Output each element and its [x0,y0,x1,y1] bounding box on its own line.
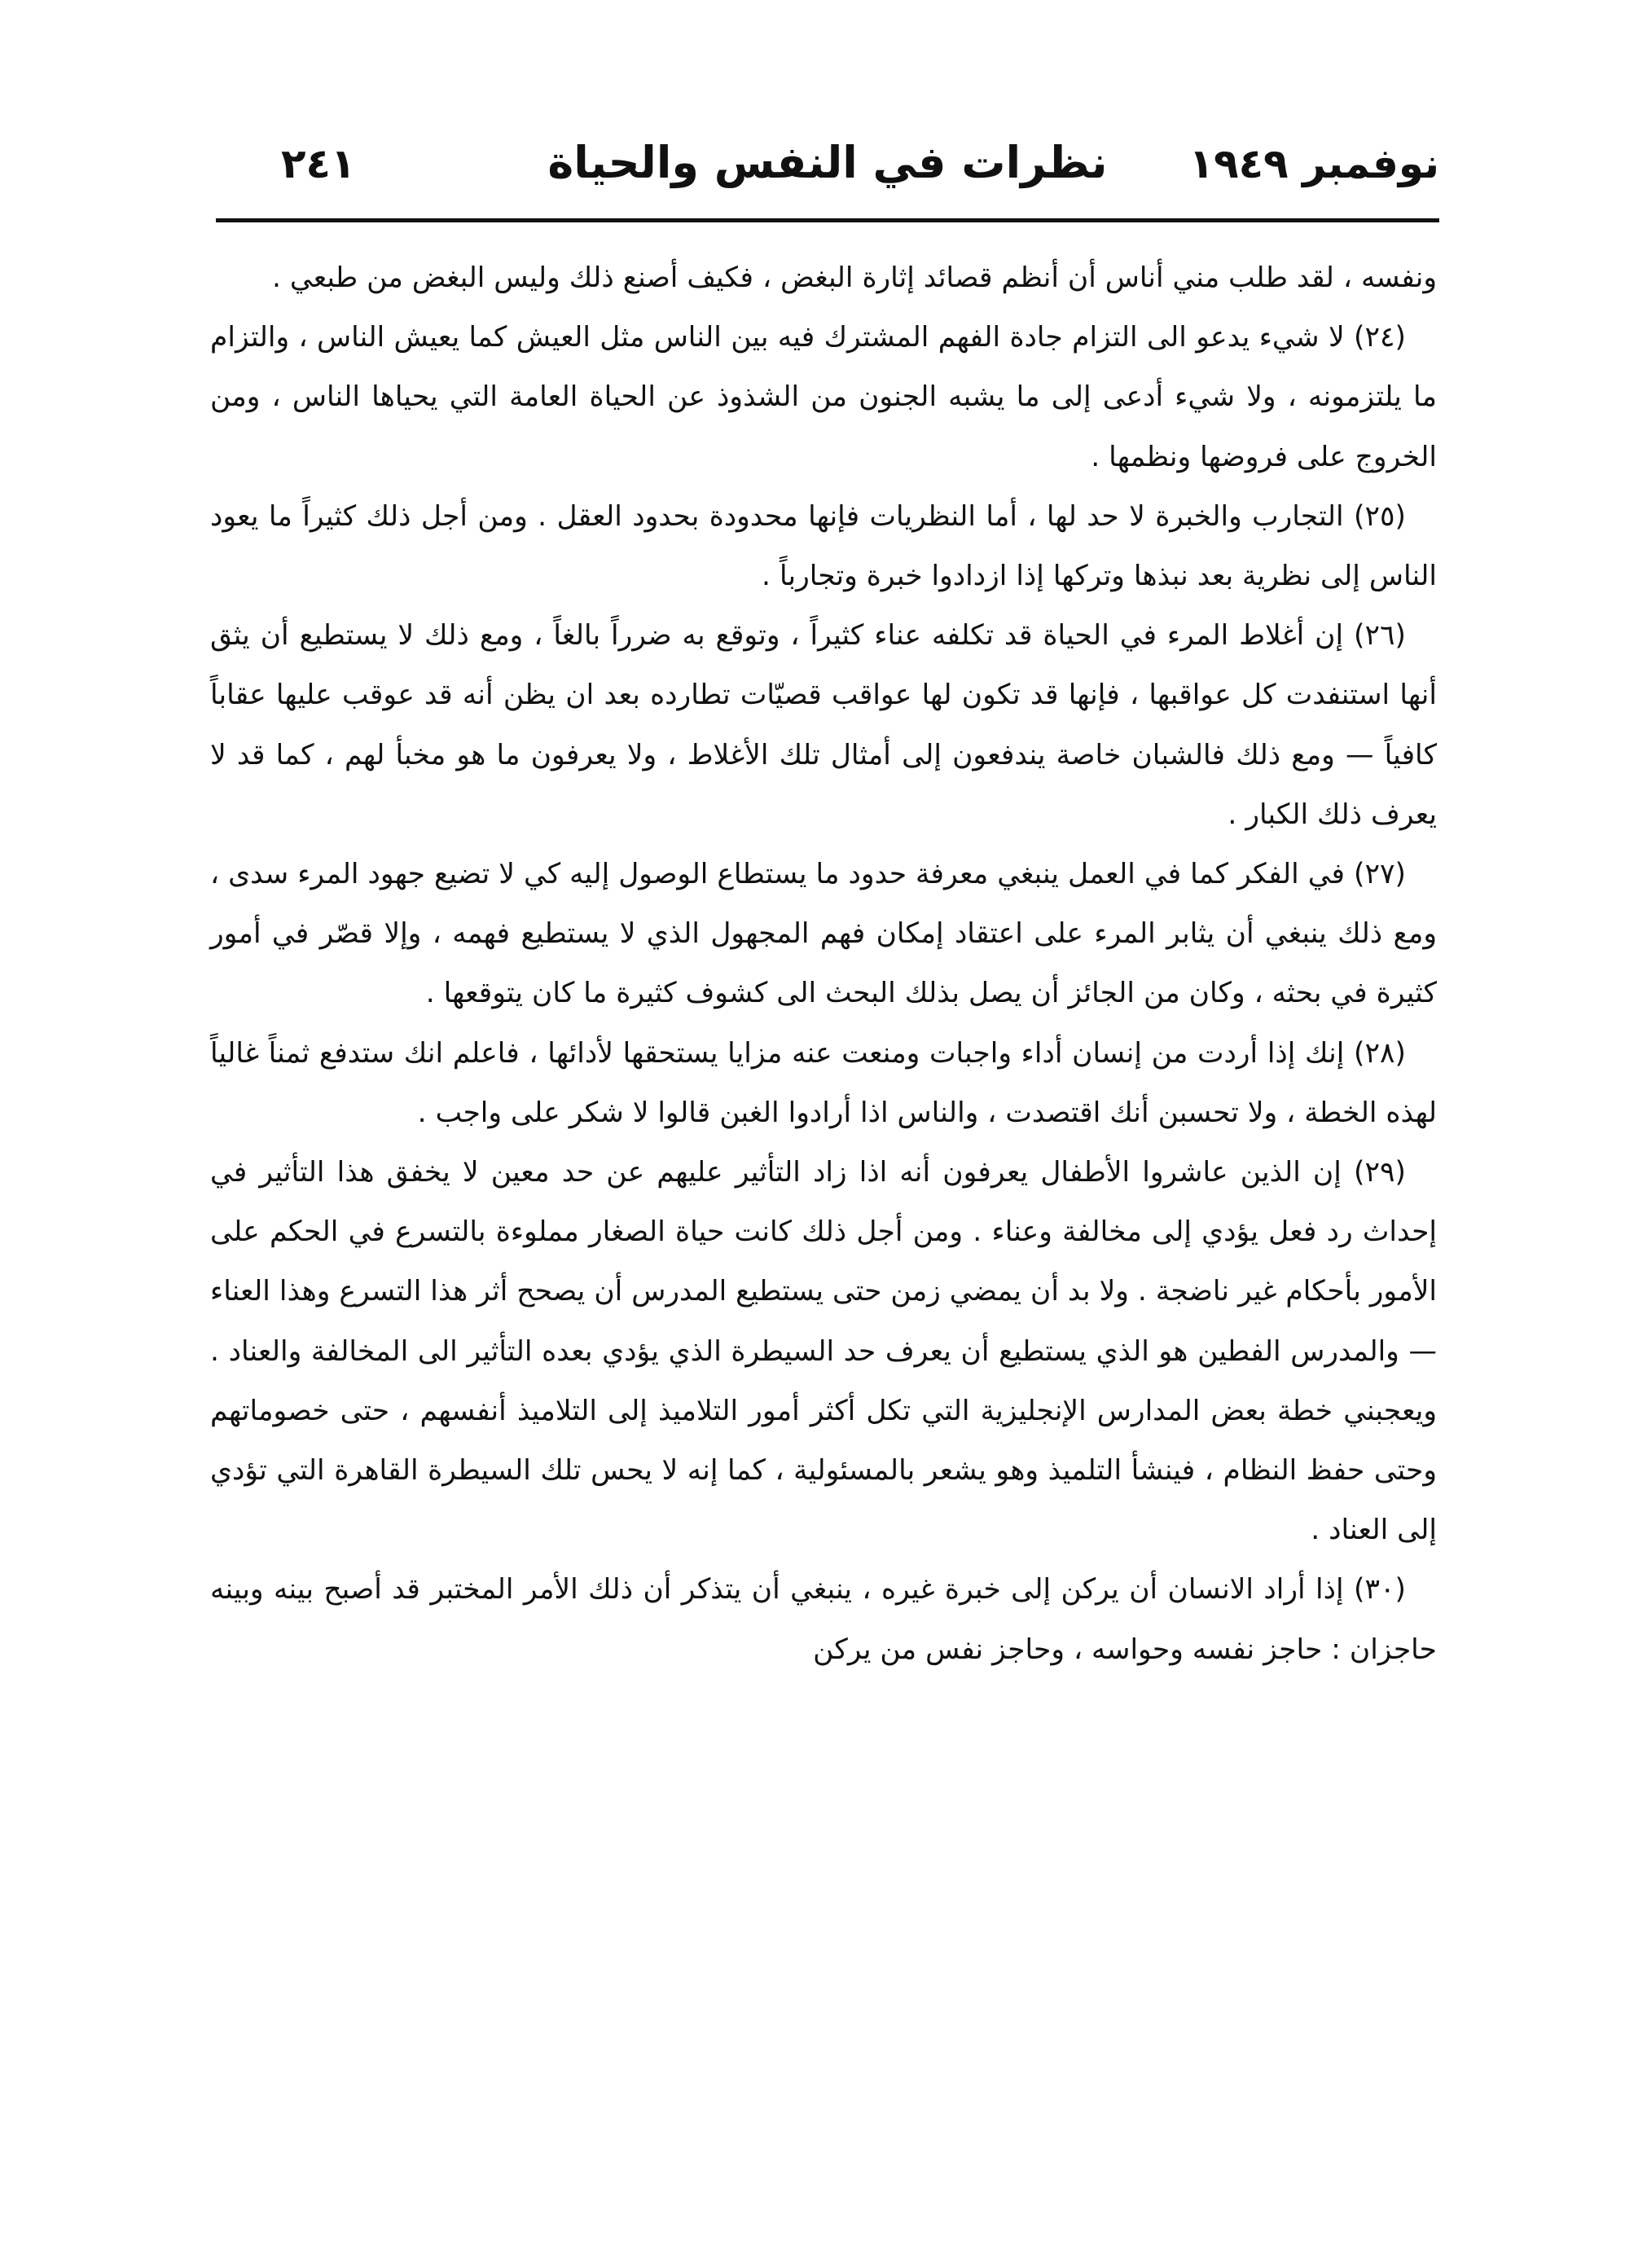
paragraph-26: (٢٦) إن أغلاط المرء في الحياة قد تكلفه عناء كثيراً ، وتوقع به ضرراً بالغاً ، ومع ذلك لا يستطيع أن يثق أنها استنفدت كل عواقبها ، فإنها قد تكون لها عواقب قصيّات تطارده بعد ان يظن أنه قد عوقب عليها عقاباً كافياً — ومع ذلك فالشبان خاصة يندفعون إلى أمثال تلك الأغلاط ، ولا يعرفون ما هو مخبأ لهم ، كما قد لا يعرف ذلك الكبار . [210,619,1437,831]
paragraph-30: (٣٠) إذا أراد الانسان أن يركن إلى خبرة غيره ، ينبغي أن يتذكر أن ذلك الأمر المختبر قد أصبح بينه وبينه حاجزان : حاجز نفسه وحواسه ، وحاجز نفس من يركن [210,1573,1437,1666]
paragraph-24: (٢٤) لا شيء يدعو الى التزام جادة الفهم المشترك فيه بين الناس مثل العيش كما يعيش الناس ، والتزام ما يلتزمونه ، ولا شيء أدعى إلى ما يشبه الجنون من الشذوذ عن الحياة العامة التي يحياها الناس ، ومن الخروج على فروضها ونظمها . [210,321,1437,473]
paragraph-continuation: ونفسه ، لقد طلب مني أناس أن أنظم قصائد إثارة البغض ، فكيف أصنع ذلك وليس البغض من طبعي . [272,262,1437,294]
body-text [210,248,1437,1680]
paragraph-27: (٢٧) في الفكر كما في العمل ينبغي معرفة حدود ما يستطاع الوصول إليه كي لا تضيع جهود المرء سدى ، ومع ذلك ينبغي أن يثابر المرء على اعتقاد إمكان فهم المجهول الذي لا يستطيع فهمه ، وإلا قصّر في أمور كثيرة في بحثه ، وكان من الجائز أن يصل بذلك البحث الى كشوف كثيرة ما كان يتوقعها . [210,858,1437,1010]
paragraph-25: (٢٥) التجارب والخبرة لا حد لها ، أما النظريات فإنها محدودة بحدود العقل . ومن أجل ذلك كثيراً ما يعود الناس إلى نظرية بعد نبذها وتركها إذا ازدادوا خبرة وتجارباً . [210,499,1437,593]
paragraph-29: (٢٩) إن الذين عاشروا الأطفال يعرفون أنه اذا زاد التأثير عليهم عن حد معين لا يخفق هذا التأثير في إحداث رد فعل يؤدي إلى مخالفة وعناء . ومن أجل ذلك كانت حياة الصغار مملوءة بالتسرع في الحكم على الأمور بأحكام غير ناضجة . ولا بد أن يمضي زمن حتى يستطيع المدرس أن يصحح أثر هذا التسرع وهذا العناء — والمدرس الفطين هو الذي يستطيع أن يعرف حد السيطرة الذي يؤدي بعده التأثير الى المخالفة والعناد . ويعجبني خطة بعض المدارس الإنجليزية التي تكل أكثر أمور التلاميذ إلى التلاميذ أنفسهم ، حتى خصوماتهم وحتى حفظ النظام ، فينشأ التلميذ وهو يشعر بالمسئولية ، كما إنه لا يحس تلك السيطرة القاهرة التي تؤدي إلى العناد . [210,1156,1437,1547]
header-rule [216,218,1439,222]
page-number: ٢٤١ [281,140,356,187]
paragraph-28: (٢٨) إنك إذا أردت من إنسان أداء واجبات ومنعت عنه مزايا يستحقها لأدائها ، فاعلم انك ستدفع ثمناً غالياً لهذه الخطة ، ولا تحسبن أنك اقتصدت ، والناس اذا أرادوا الغبن قالوا لا شكر على واجب . [210,1036,1437,1129]
page-header [216,137,1439,202]
issue-date: نوفمبر ١٩٤٩ [1188,140,1439,187]
running-title: نظرات في النفس والحياة [547,137,1108,188]
